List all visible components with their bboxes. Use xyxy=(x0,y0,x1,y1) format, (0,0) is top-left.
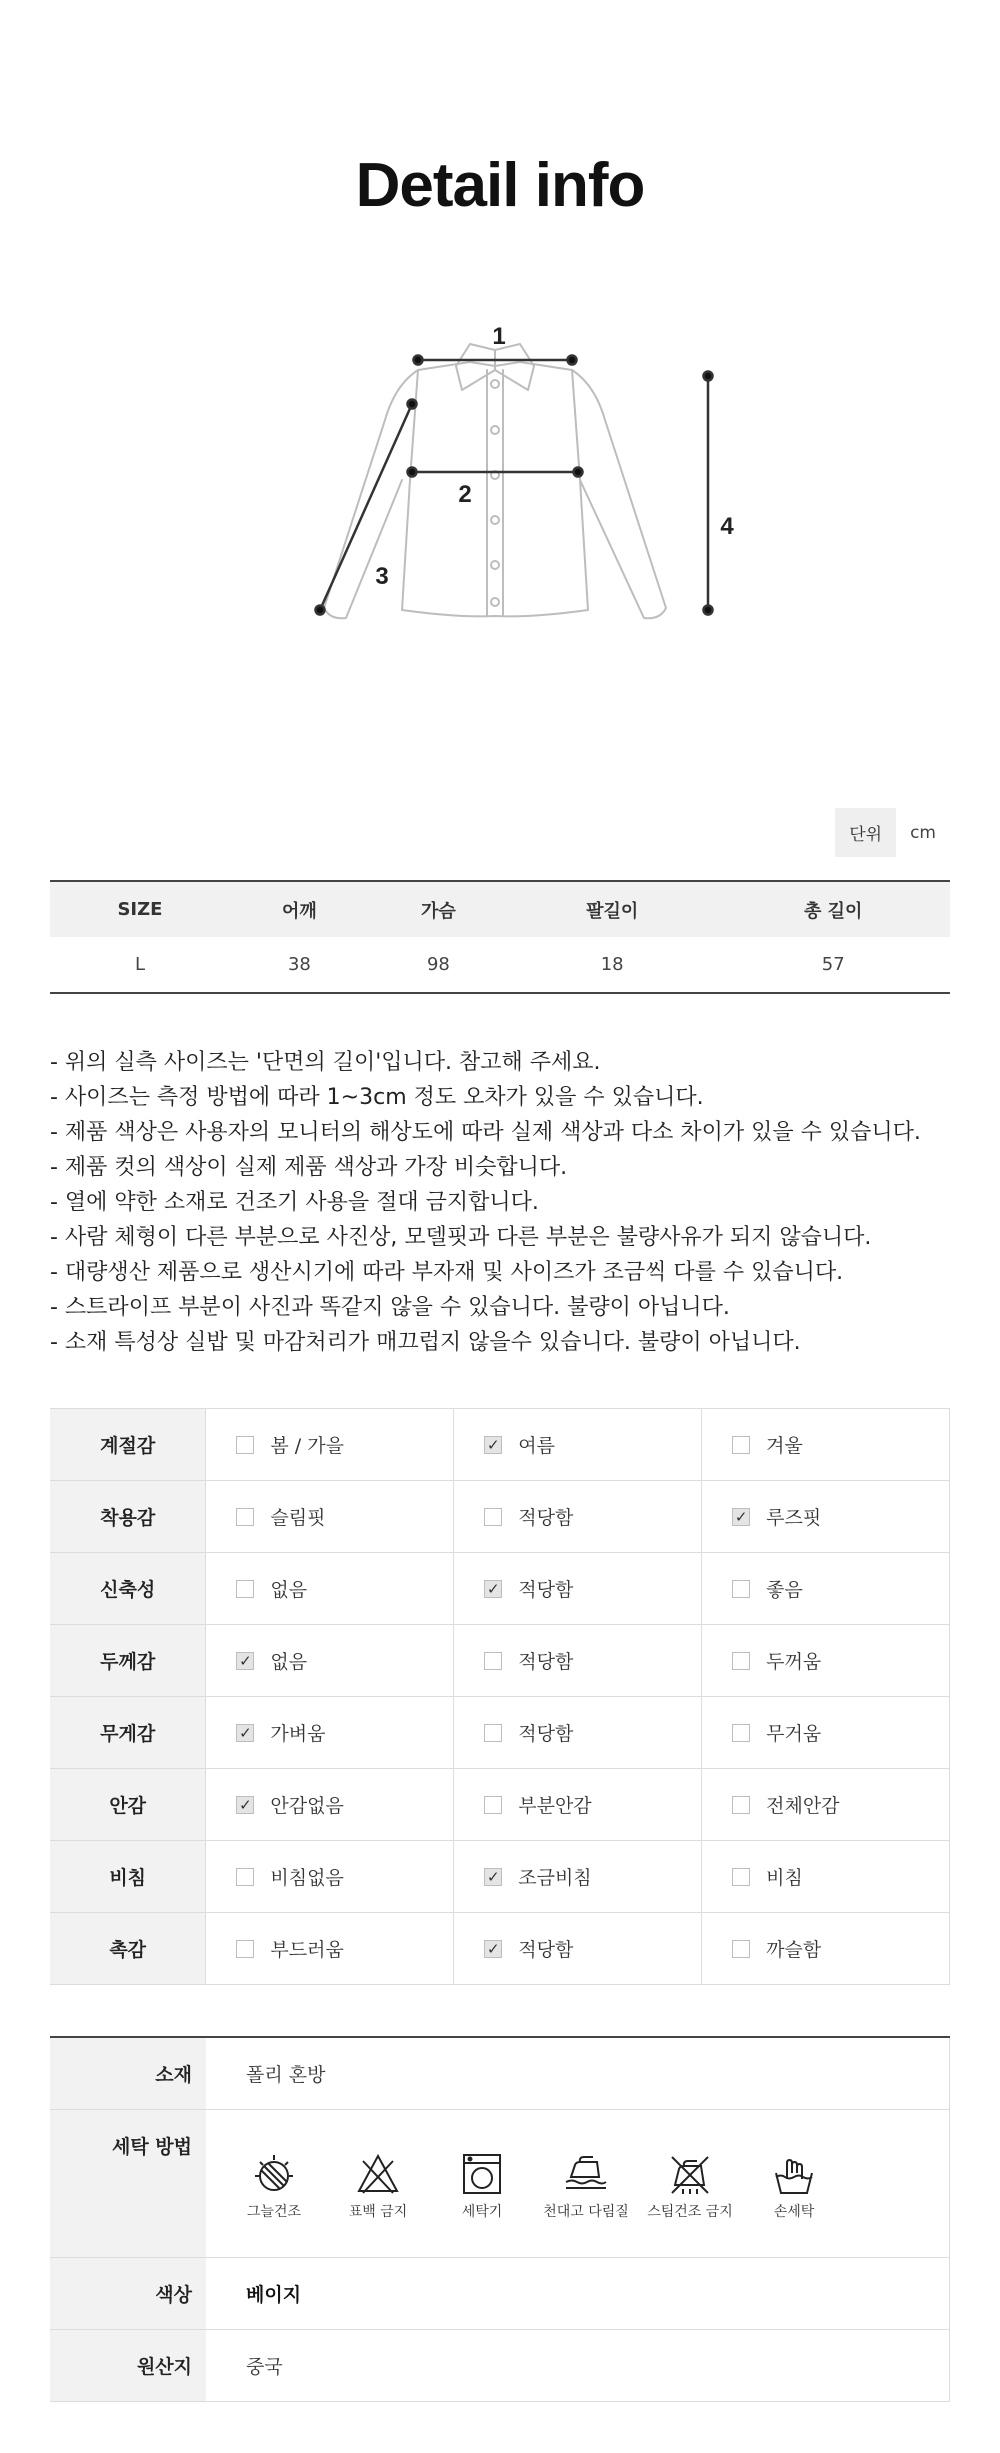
attribute-option xyxy=(206,1625,454,1697)
checkbox-unchecked xyxy=(732,1580,750,1598)
attribute-option xyxy=(454,1697,702,1769)
attribute-option xyxy=(454,1409,702,1481)
notice-item: - 사람 체형이 다른 부분으로 사진상, 모델핏과 다른 부분은 불량사유가 되지 않습니다. xyxy=(50,1225,872,1250)
shirt-measurement-diagram xyxy=(280,310,740,710)
attribute-option xyxy=(702,1625,950,1697)
attribute-option xyxy=(454,1841,702,1913)
material-label: 소재 xyxy=(50,2037,206,2109)
table-row xyxy=(50,937,950,993)
notice-item: - 대량생산 제품으로 생산시기에 따라 부자재 및 사이즈가 조금씩 다를 수 있습니다. xyxy=(50,1260,844,1285)
checkbox-checked: ✓ xyxy=(236,1724,254,1742)
checkbox-unchecked xyxy=(484,1508,502,1526)
measure-label-1: 1 xyxy=(492,323,506,350)
attribute-option xyxy=(206,1409,454,1481)
header-size: SIZE xyxy=(50,881,230,937)
option-label: 없음 xyxy=(270,1651,308,1673)
attribute-option xyxy=(702,1409,950,1481)
notice-item: - 소재 특성상 실밥 및 마감처리가 매끄럽지 않을수 있습니다. 불량이 아닙니다. xyxy=(50,1330,801,1355)
wash-method-label: 그늘건조 xyxy=(246,2203,302,2220)
color-label: 색상 xyxy=(50,2257,206,2329)
option-label: 까슬함 xyxy=(766,1939,822,1961)
measure-label-4: 4 xyxy=(720,513,734,540)
page-title: Detail info xyxy=(355,151,645,220)
wash-method-label: 천대고 다림질 xyxy=(543,2203,629,2220)
attribute-name: 두께감 xyxy=(50,1625,206,1697)
option-label: 두꺼움 xyxy=(766,1651,822,1673)
notice-item: - 사이즈는 측정 방법에 따라 1~3cm 정도 오차가 있을 수 있습니다. xyxy=(50,1085,704,1110)
checkbox-unchecked xyxy=(484,1724,502,1742)
checkbox-unchecked xyxy=(732,1868,750,1886)
wash-method-label: 손세탁 xyxy=(773,2203,815,2220)
checkbox-unchecked xyxy=(236,1508,254,1526)
info-row-washing xyxy=(50,2109,950,2257)
attribute-option xyxy=(206,1769,454,1841)
option-label: 여름 xyxy=(518,1435,555,1457)
attribute-name: 안감 xyxy=(50,1769,206,1841)
attribute-option xyxy=(206,1841,454,1913)
attribute-option xyxy=(702,1913,950,1985)
wash-method-item xyxy=(742,2151,846,2222)
attribute-option xyxy=(206,1553,454,1625)
checkbox-checked: ✓ xyxy=(732,1508,750,1526)
checkbox-checked: ✓ xyxy=(484,1580,502,1598)
option-label: 좋음 xyxy=(766,1579,803,1601)
wash-methods xyxy=(206,2109,950,2257)
shade-dry-icon xyxy=(251,2151,297,2197)
option-label: 슬림핏 xyxy=(270,1507,326,1529)
checkbox-unchecked xyxy=(236,1940,254,1958)
attribute-row xyxy=(50,1841,950,1913)
no-steam-dry-icon xyxy=(667,2151,713,2197)
notice-item: - 제품 색상은 사용자의 모니터의 해상도에 따라 실제 색상과 다소 차이가 있을 수 있습니다. xyxy=(50,1120,921,1145)
cell-chest: 98 xyxy=(426,954,450,975)
wash-label: 세탁 방법 xyxy=(50,2109,206,2257)
wash-method-item xyxy=(534,2151,638,2222)
attribute-option xyxy=(454,1769,702,1841)
attribute-row xyxy=(50,1481,950,1553)
info-row-origin xyxy=(50,2329,950,2401)
checkbox-checked: ✓ xyxy=(236,1796,254,1814)
attribute-name: 비침 xyxy=(50,1841,206,1913)
attribute-option xyxy=(454,1553,702,1625)
attribute-row xyxy=(50,1697,950,1769)
unit-label: 단위 xyxy=(835,808,896,857)
checkbox-checked: ✓ xyxy=(484,1868,502,1886)
color-value: 베이지 xyxy=(206,2257,950,2329)
option-label: 봄 / 가을 xyxy=(270,1435,344,1457)
cell-size: L xyxy=(134,954,145,975)
attribute-name: 신축성 xyxy=(50,1553,206,1625)
header-total-length: 총 길이 xyxy=(716,881,950,937)
attribute-row xyxy=(50,1625,950,1697)
origin-label: 원산지 xyxy=(50,2329,206,2401)
notice-item: - 열에 약한 소재로 건조기 사용을 절대 금지합니다. xyxy=(50,1190,539,1215)
measure-label-3: 3 xyxy=(375,563,389,590)
option-label: 없음 xyxy=(270,1579,308,1601)
option-label: 적당함 xyxy=(518,1651,574,1673)
attribute-option xyxy=(702,1769,950,1841)
option-label: 비침 xyxy=(766,1867,803,1889)
checkbox-checked: ✓ xyxy=(236,1652,254,1670)
wash-method-label: 세탁기 xyxy=(461,2203,503,2220)
attribute-row xyxy=(50,1913,950,1985)
header-sleeve: 팔길이 xyxy=(508,881,717,937)
option-label: 비침없음 xyxy=(270,1867,344,1889)
size-table xyxy=(50,880,950,994)
option-label: 부드러움 xyxy=(270,1939,344,1961)
attribute-option xyxy=(702,1481,950,1553)
size-table-header xyxy=(50,881,950,937)
attribute-option xyxy=(702,1553,950,1625)
option-label: 적당함 xyxy=(518,1939,574,1961)
checkbox-checked: ✓ xyxy=(484,1940,502,1958)
notice-list xyxy=(50,1045,970,1360)
attribute-row xyxy=(50,1553,950,1625)
product-attribute-table xyxy=(50,1408,950,1985)
checkbox-checked: ✓ xyxy=(484,1436,502,1454)
wash-method-item xyxy=(222,2151,326,2222)
checkbox-unchecked xyxy=(732,1940,750,1958)
attribute-option xyxy=(454,1625,702,1697)
option-label: 가벼움 xyxy=(270,1723,326,1745)
option-label: 적당함 xyxy=(518,1723,574,1745)
checkbox-unchecked xyxy=(236,1436,254,1454)
attribute-name: 착용감 xyxy=(50,1481,206,1553)
attribute-option xyxy=(206,1481,454,1553)
origin-value: 중국 xyxy=(206,2329,950,2401)
attribute-name: 계절감 xyxy=(50,1409,206,1481)
checkbox-unchecked xyxy=(732,1652,750,1670)
option-label: 무거움 xyxy=(766,1723,822,1745)
unit-value: cm xyxy=(910,822,936,843)
option-label: 안감없음 xyxy=(270,1795,344,1817)
info-row-material xyxy=(50,2037,950,2109)
option-label: 루즈핏 xyxy=(766,1507,822,1529)
checkbox-unchecked xyxy=(484,1796,502,1814)
attribute-row xyxy=(50,1769,950,1841)
option-label: 부분안감 xyxy=(518,1795,592,1817)
wash-method-item xyxy=(430,2151,534,2222)
hand-wash-icon xyxy=(771,2151,817,2197)
product-info-table xyxy=(50,2036,950,2402)
wash-method-label: 스팀건조 금지 xyxy=(647,2203,733,2220)
wash-method-label: 표백 금지 xyxy=(348,2203,408,2220)
cell-shoulder: 38 xyxy=(287,954,311,975)
checkbox-unchecked xyxy=(236,1580,254,1598)
option-label: 전체안감 xyxy=(766,1795,840,1817)
material-value: 폴리 혼방 xyxy=(206,2037,950,2109)
no-bleach-icon xyxy=(355,2151,401,2197)
attribute-row xyxy=(50,1409,950,1481)
option-label: 적당함 xyxy=(518,1507,574,1529)
attribute-option xyxy=(702,1697,950,1769)
checkbox-unchecked xyxy=(484,1652,502,1670)
attribute-name: 촉감 xyxy=(50,1913,206,1985)
header-shoulder: 어깨 xyxy=(230,881,369,937)
notice-item: - 위의 실측 사이즈는 '단면의 길이'입니다. 참고해 주세요. xyxy=(50,1050,601,1075)
checkbox-unchecked xyxy=(732,1436,750,1454)
attribute-option xyxy=(454,1481,702,1553)
attribute-option xyxy=(702,1841,950,1913)
checkbox-unchecked xyxy=(732,1796,750,1814)
checkbox-unchecked xyxy=(732,1724,750,1742)
wash-method-item xyxy=(638,2151,742,2222)
attribute-option xyxy=(206,1697,454,1769)
option-label: 겨울 xyxy=(766,1435,803,1457)
wash-method-item xyxy=(326,2151,430,2222)
cell-sleeve: 18 xyxy=(600,954,624,975)
option-label: 적당함 xyxy=(518,1579,574,1601)
info-row-color xyxy=(50,2257,950,2329)
notice-item: - 제품 컷의 색상이 실제 제품 색상과 가장 비슷합니다. xyxy=(50,1155,568,1180)
notice-item: - 스트라이프 부분이 사진과 똑같지 않을 수 있습니다. 불량이 아닙니다. xyxy=(50,1295,730,1320)
checkbox-unchecked xyxy=(236,1868,254,1886)
header-chest: 가슴 xyxy=(369,881,508,937)
attribute-option xyxy=(206,1913,454,1985)
option-label: 조금비침 xyxy=(518,1867,592,1889)
unit-indicator xyxy=(835,808,950,857)
washing-machine-icon xyxy=(459,2151,505,2197)
measure-label-2: 2 xyxy=(458,481,472,508)
attribute-option xyxy=(454,1913,702,1985)
attribute-name: 무게감 xyxy=(50,1697,206,1769)
iron-with-cloth-icon xyxy=(563,2151,609,2197)
cell-total-length: 57 xyxy=(821,954,845,975)
